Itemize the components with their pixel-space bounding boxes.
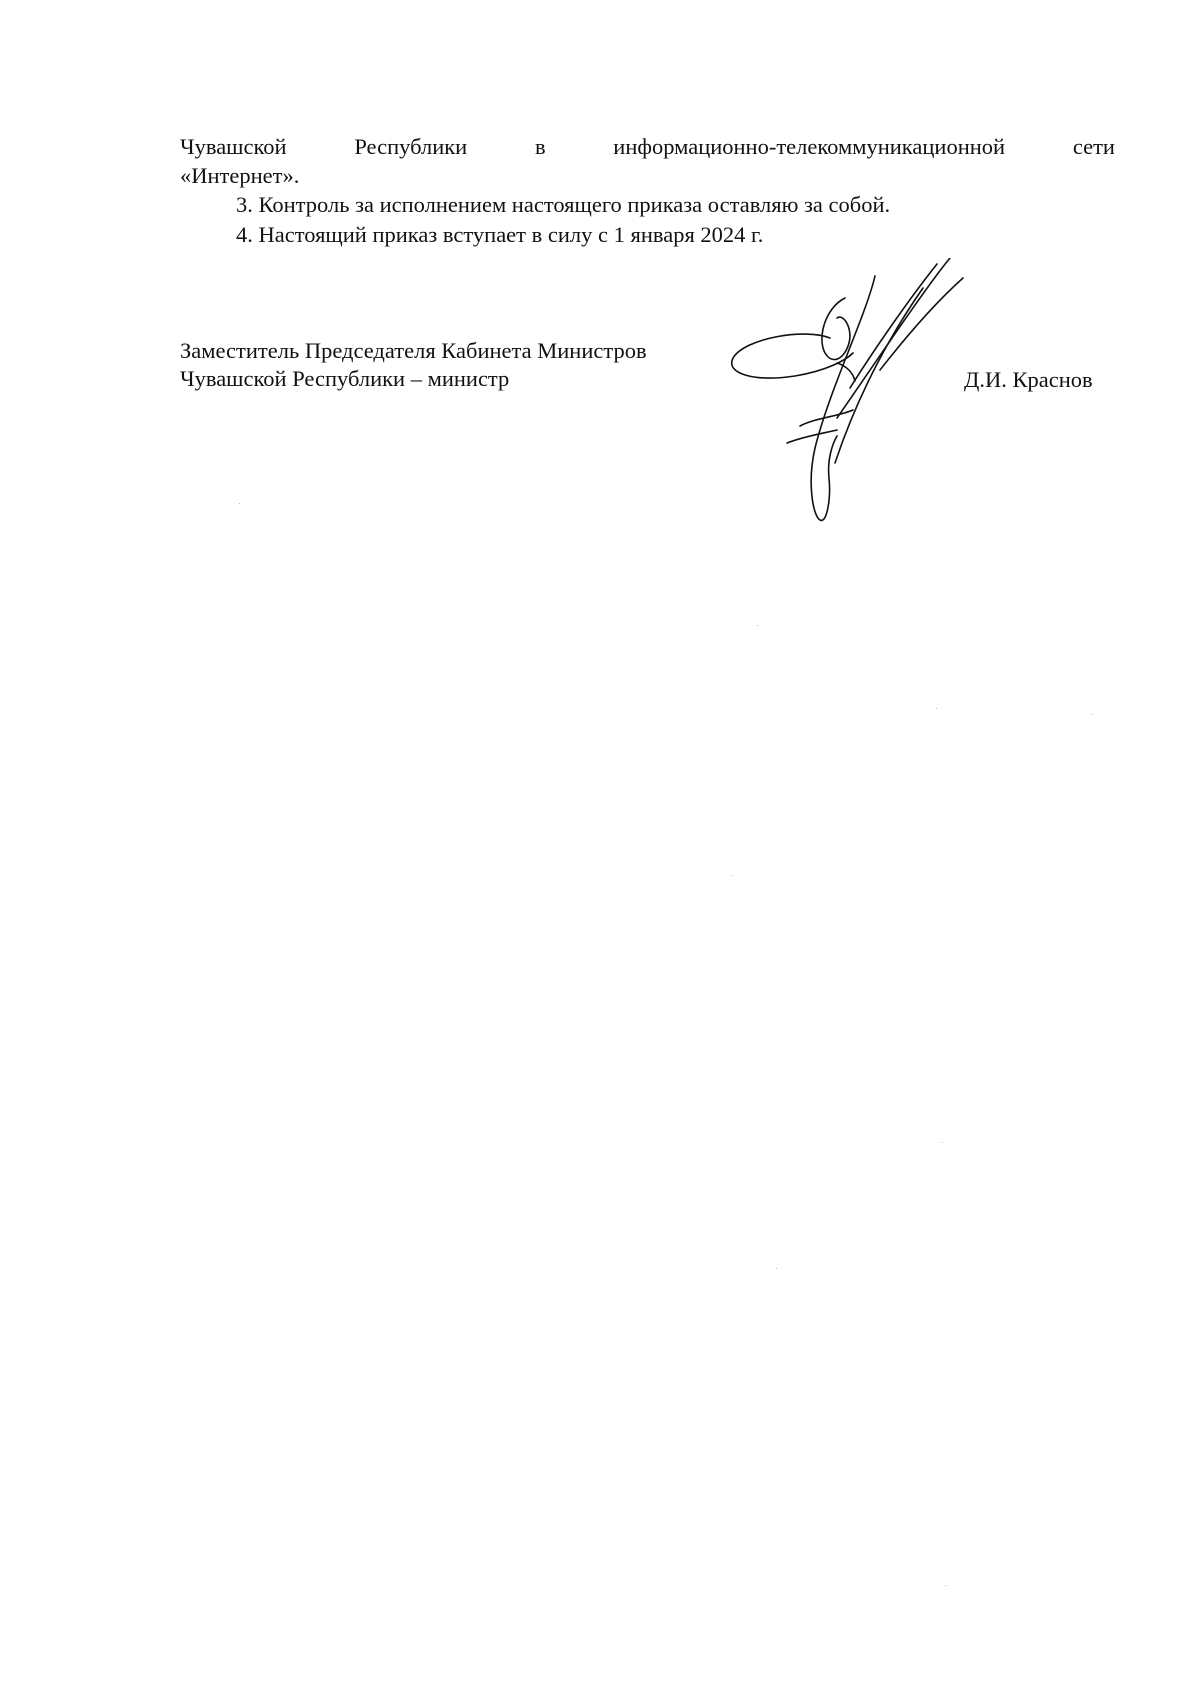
word: сети <box>1072 134 1115 159</box>
word: информационно-телекоммуникационной <box>613 134 1006 159</box>
scan-speck <box>936 708 937 709</box>
scan-speck <box>945 1585 946 1586</box>
scan-speck <box>239 503 240 504</box>
signatory-position <box>180 337 647 393</box>
scan-speck <box>942 1142 943 1143</box>
scan-speck <box>757 625 758 626</box>
signatory-name: Д.И. Краснов <box>964 367 1093 392</box>
word: Республики <box>354 134 468 159</box>
clause-4: 4. Настоящий приказ вступает в силу с 1 января 2024 г. <box>236 222 764 247</box>
paragraph-line-2: «Интернет». <box>180 163 300 188</box>
scan-speck <box>732 875 733 876</box>
word: в <box>534 134 546 159</box>
signatory-position-line-1: Заместитель Председателя Кабинета Министров <box>180 338 647 363</box>
paragraph-line-1 <box>180 133 1115 161</box>
signatory-position-line-2: Чувашской Республики – министр <box>180 366 510 391</box>
clause-3: 3. Контроль за исполнением настоящего приказа оставляю за собой. <box>236 192 891 217</box>
handwritten-signature <box>725 258 985 528</box>
word: Чувашской <box>180 134 287 159</box>
scan-speck <box>776 1268 777 1269</box>
scan-speck <box>1091 714 1092 715</box>
